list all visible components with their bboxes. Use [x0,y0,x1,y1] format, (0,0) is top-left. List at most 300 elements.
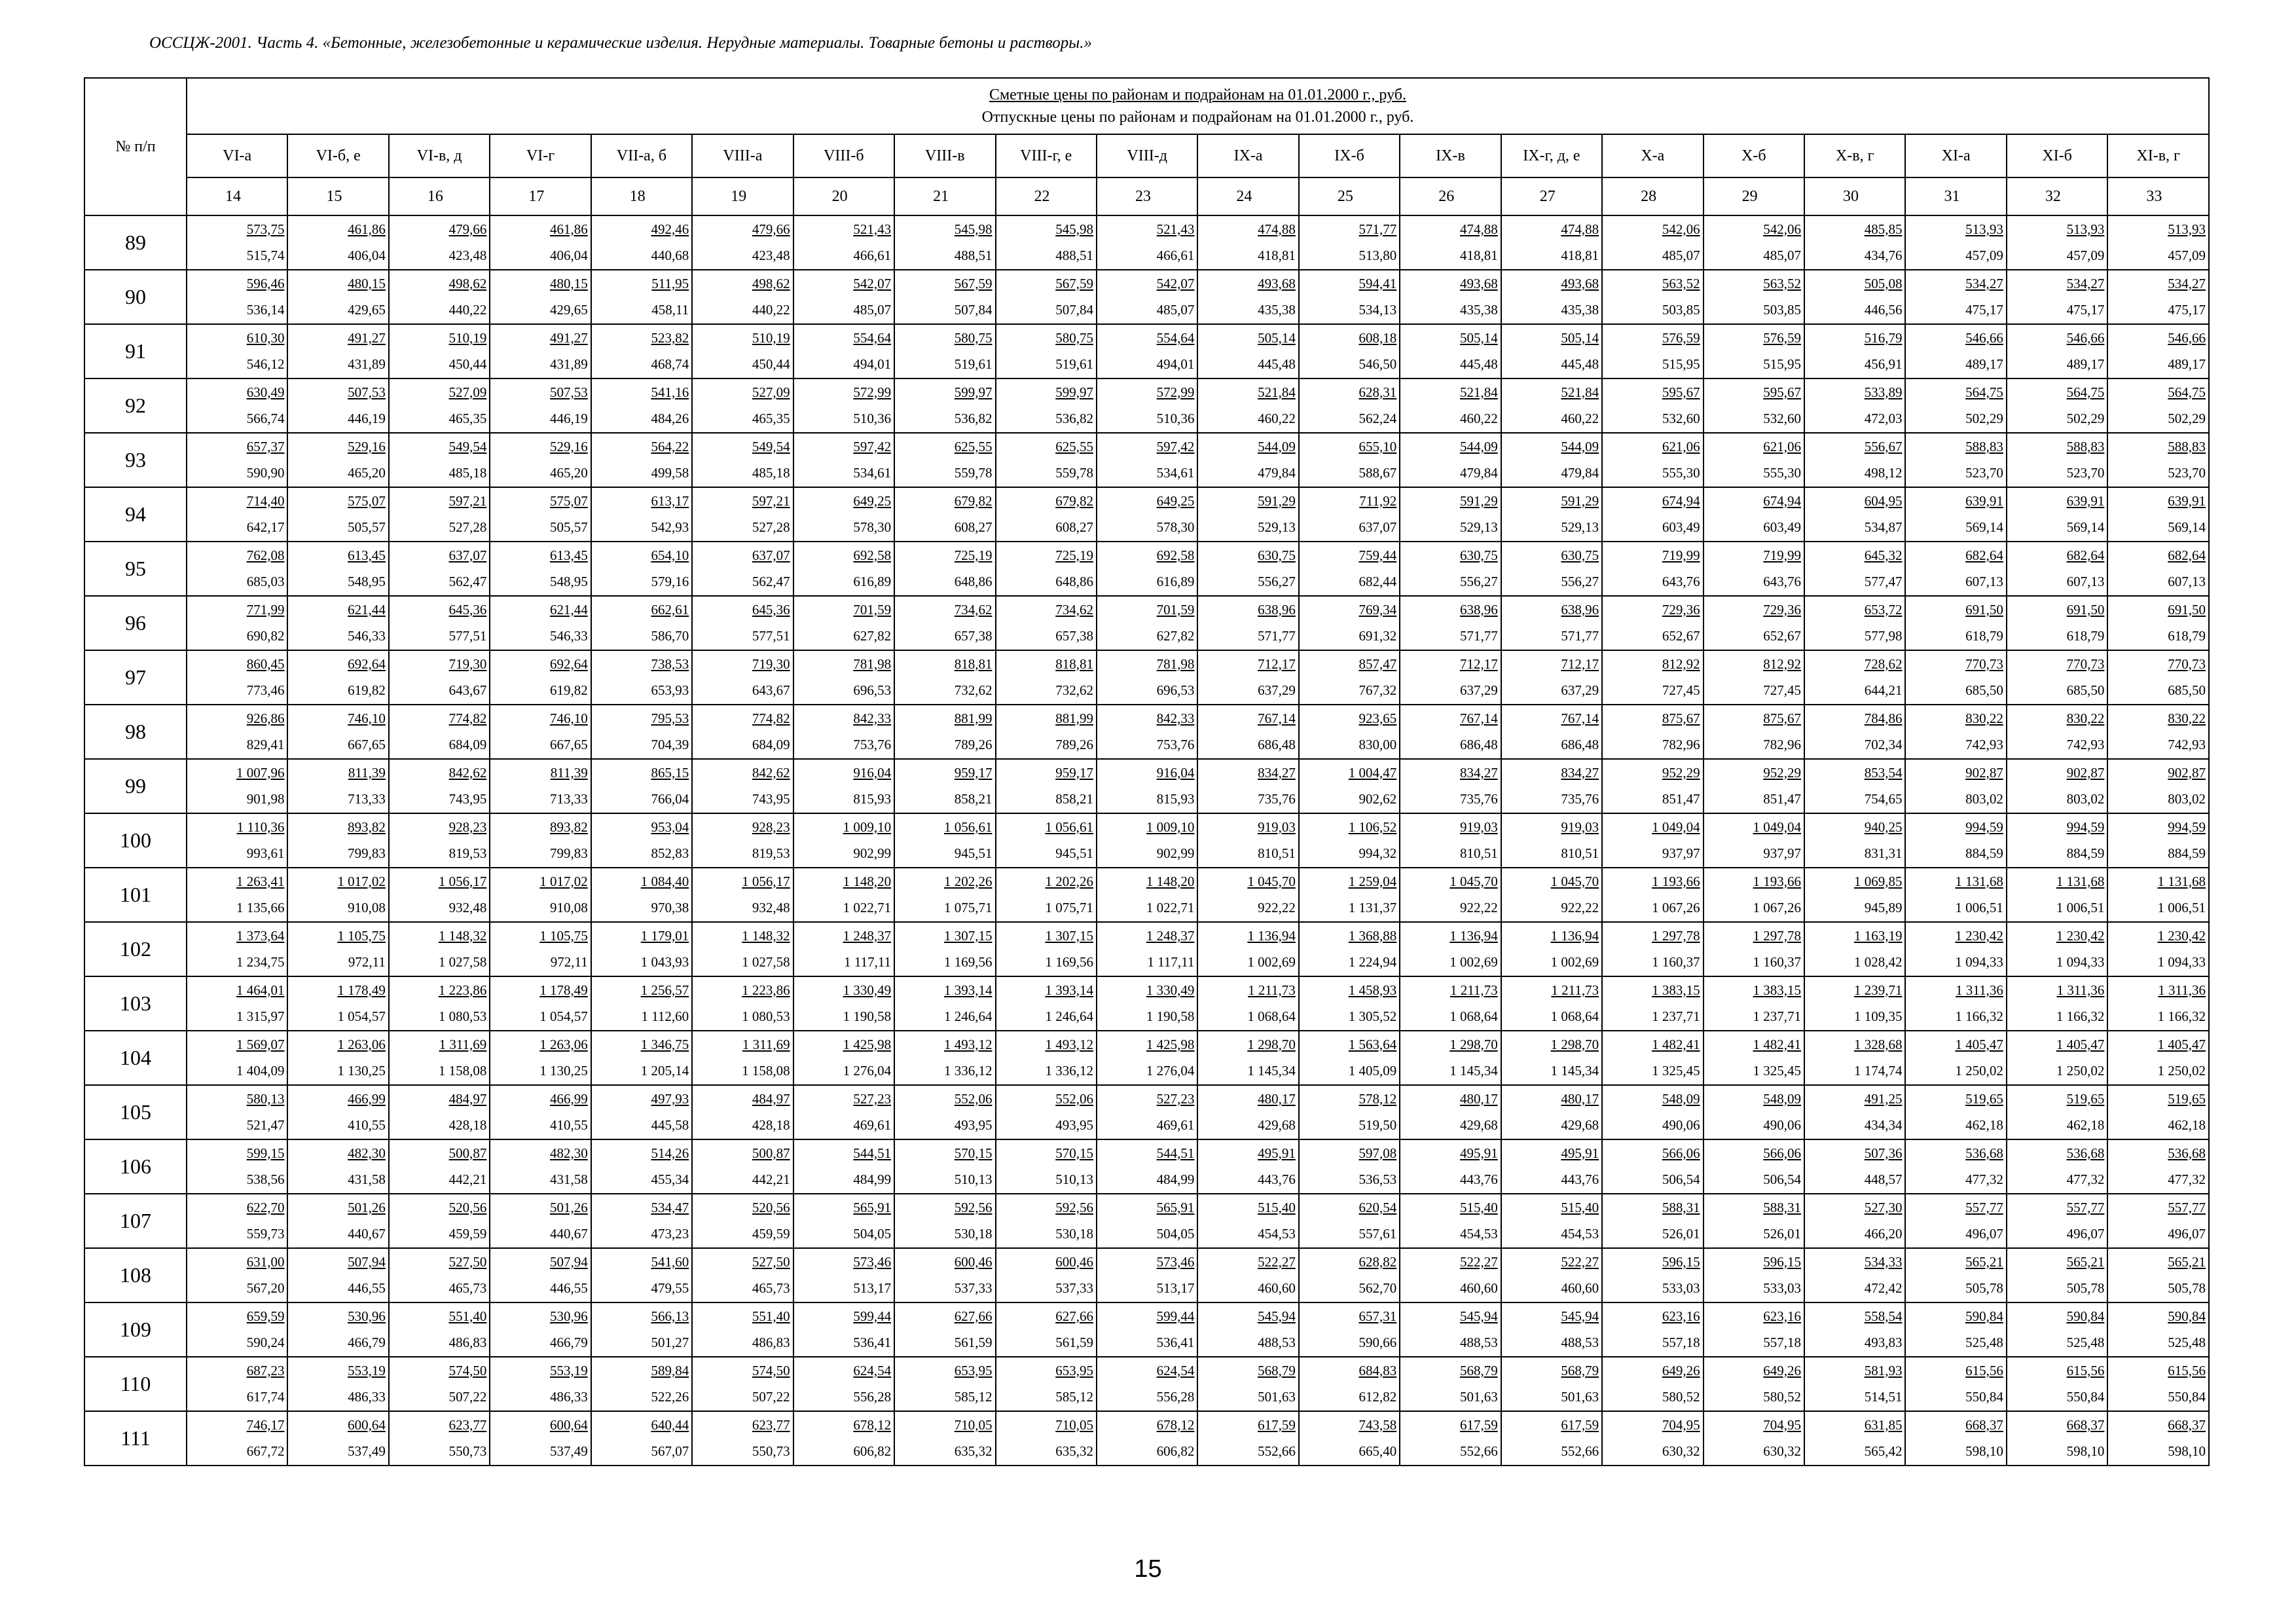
estimate-price: 554,64 [853,329,892,346]
estimate-price: 875,67 [1763,710,1801,726]
price-cell [1197,596,1298,650]
estimate-price: 1 298,70 [1449,1036,1498,1052]
estimate-price: 515,40 [1258,1199,1296,1215]
estimate-price: 653,95 [1055,1362,1093,1378]
column-number: 33 [2107,177,2209,215]
release-price: 1 002,69 [1449,953,1498,970]
release-price: 643,76 [1662,573,1700,589]
estimate-price: 759,44 [1358,547,1397,563]
price-cell [2007,759,2107,813]
price-cell [894,542,995,596]
estimate-price: 1 148,20 [843,873,892,889]
release-price: 782,96 [1662,736,1700,752]
estimate-price: 546,66 [1965,329,2003,346]
estimate-price: 534,27 [2168,275,2206,291]
price-cell [692,922,793,976]
estimate-price: 1 493,12 [1045,1036,1093,1052]
release-price: 1 117,11 [844,953,892,970]
estimate-price: 691,50 [2168,601,2206,618]
release-price: 1 404,09 [236,1062,285,1079]
estimate-price: 536,68 [1965,1145,2003,1161]
estimate-price: 1 069,85 [1853,873,1903,889]
estimate-price: 712,17 [1561,655,1599,672]
price-cell [1804,270,1905,324]
release-price: 618,79 [2066,627,2105,644]
release-price: 852,83 [651,845,689,861]
release-price: 550,73 [448,1443,487,1459]
price-cell [692,1085,793,1139]
release-price: 1 166,32 [1955,1008,2003,1024]
price-cell [1097,650,1197,705]
release-price: 529,13 [1459,519,1498,535]
release-price: 1 160,37 [1753,953,1801,970]
estimate-price: 649,25 [1156,492,1195,509]
price-cell [389,1357,490,1411]
release-price: 1 237,71 [1652,1008,1700,1024]
price-cell [692,759,793,813]
release-price: 1 080,53 [438,1008,487,1024]
release-price: 460,60 [1561,1280,1599,1296]
estimate-price: 480,17 [1258,1090,1296,1107]
estimate-price: 542,07 [1156,275,1195,291]
estimate-price: 1 056,17 [438,873,487,889]
table-row [84,759,2209,813]
estimate-price: 565,91 [853,1199,892,1215]
estimate-price: 902,87 [2168,764,2206,781]
release-price: 815,93 [1156,790,1195,807]
price-cell [287,1411,388,1466]
release-price: 454,53 [1459,1225,1498,1242]
price-cell [591,1194,692,1248]
price-cell [1197,650,1298,705]
estimate-price: 590,84 [1965,1308,2003,1324]
estimate-price: 500,87 [752,1145,790,1161]
price-cell [1905,1194,2006,1248]
release-price: 598,10 [1965,1443,2003,1459]
price-cell [1400,1139,1501,1194]
price-cell [2107,1302,2209,1357]
column-number: 17 [490,177,591,215]
release-price: 406,04 [348,247,386,263]
estimate-price: 645,36 [448,601,487,618]
estimate-price: 613,45 [348,547,386,563]
release-price: 1 054,57 [337,1008,386,1024]
estimate-price: 492,46 [651,221,689,237]
price-cell [1905,324,2006,378]
release-price: 1 145,34 [1449,1062,1498,1079]
estimate-price: 1 298,70 [1550,1036,1599,1052]
price-cell [1400,596,1501,650]
release-price: 667,65 [348,736,386,752]
price-cell [1097,1411,1197,1466]
release-price: 525,48 [2168,1334,2206,1350]
price-cell [793,1194,894,1248]
estimate-price: 480,17 [1561,1090,1599,1107]
price-cell [490,1031,591,1085]
estimate-price: 638,96 [1459,601,1498,618]
estimate-price: 620,54 [1358,1199,1397,1215]
release-price: 742,93 [2168,736,2206,752]
row-number: 93 [84,433,187,487]
release-price: 510,13 [954,1171,993,1187]
price-cell [793,1085,894,1139]
release-price: 435,38 [1258,301,1296,318]
price-cell [1400,1411,1501,1466]
price-cell [2107,487,2209,542]
release-price: 945,89 [1864,899,1903,915]
release-price: 505,78 [2168,1280,2206,1296]
release-price: 534,87 [1864,519,1903,535]
estimate-price: 692,64 [550,655,588,672]
row-number: 108 [84,1248,187,1302]
release-price: 431,89 [550,356,588,372]
estimate-price: 485,85 [1864,221,1903,237]
release-price: 603,49 [1763,519,1801,535]
row-number: 105 [84,1085,187,1139]
release-price: 932,48 [448,899,487,915]
row-number: 99 [84,759,187,813]
estimate-price: 552,06 [954,1090,993,1107]
release-price: 559,73 [246,1225,285,1242]
price-cell [793,1139,894,1194]
release-price: 684,09 [448,736,487,752]
release-price: 1 075,71 [944,899,993,915]
price-cell [793,1248,894,1302]
price-cell [894,433,995,487]
price-cell [490,1411,591,1466]
release-price: 550,84 [1965,1388,2003,1405]
price-cell [1197,1139,1298,1194]
price-cell [1400,433,1501,487]
release-price: 477,32 [2168,1171,2206,1187]
estimate-price: 654,10 [651,547,689,563]
estimate-price: 484,97 [448,1090,487,1107]
price-cell [1905,813,2006,868]
release-price: 462,18 [1965,1116,2003,1133]
price-cell [692,1031,793,1085]
price-cell [187,378,287,433]
release-price: 479,84 [1258,464,1296,481]
release-price: 519,50 [1358,1116,1397,1133]
price-cell [1905,759,2006,813]
estimate-price: 893,82 [550,819,588,835]
release-price: 1 080,53 [742,1008,790,1024]
price-cell [692,976,793,1031]
estimate-price: 653,72 [1864,601,1903,618]
release-price: 506,54 [1662,1171,1700,1187]
price-cell [591,868,692,922]
price-cell [591,1248,692,1302]
estimate-price: 710,05 [1055,1416,1093,1433]
release-price: 616,89 [853,573,892,589]
release-price: 501,63 [1459,1388,1498,1405]
price-cell [1097,976,1197,1031]
estimate-price: 461,86 [348,221,386,237]
price-cell [1299,1194,1400,1248]
release-price: 945,51 [1055,845,1093,861]
price-cell [1299,324,1400,378]
price-cell [187,1411,287,1466]
estimate-price: 622,70 [246,1199,285,1215]
release-price: 1 250,02 [2157,1062,2206,1079]
estimate-price: 684,83 [1358,1362,1397,1378]
release-price: 643,67 [448,682,487,698]
price-cell [894,1357,995,1411]
release-price: 922,22 [1561,899,1599,915]
estimate-price: 510,19 [752,329,790,346]
estimate-price: 621,06 [1662,438,1700,454]
price-cell [1602,922,1703,976]
estimate-price: 657,31 [1358,1308,1397,1324]
release-price: 937,97 [1662,845,1700,861]
estimate-price: 608,18 [1358,329,1397,346]
table-row [84,433,2209,487]
price-cell [1400,1302,1501,1357]
release-price: 466,61 [853,247,892,263]
table-row [84,1031,2209,1085]
column-number: 28 [1602,177,1703,215]
estimate-price: 574,50 [448,1362,487,1378]
estimate-price: 480,17 [1459,1090,1498,1107]
estimate-price: 599,44 [853,1308,892,1324]
estimate-price: 624,54 [853,1362,892,1378]
release-price: 552,66 [1561,1443,1599,1459]
price-cell [2107,542,2209,596]
price-cell [287,542,388,596]
release-price: 490,06 [1763,1116,1801,1133]
release-price: 691,32 [1358,627,1397,644]
price-cell [490,868,591,922]
release-price: 789,26 [1055,736,1093,752]
price-cell [1097,1031,1197,1085]
release-price: 479,84 [1561,464,1599,481]
estimate-price: 625,55 [954,438,993,454]
release-price: 754,65 [1864,790,1903,807]
release-price: 580,52 [1662,1388,1700,1405]
estimate-price: 580,13 [246,1090,285,1107]
release-price: 552,66 [1459,1443,1498,1459]
estimate-price: 627,66 [1055,1308,1093,1324]
price-cell [1704,542,1804,596]
price-cell [1299,215,1400,270]
price-cell [2007,596,2107,650]
price-cell [1501,542,1602,596]
price-cell [1602,270,1703,324]
estimate-price: 519,65 [1965,1090,2003,1107]
table-row [84,1248,2209,1302]
estimate-price: 542,06 [1662,221,1700,237]
price-cell [1400,324,1501,378]
price-cell [1299,1411,1400,1466]
release-price: 685,50 [1965,682,2003,698]
estimate-price: 1 330,49 [1146,982,1195,998]
estimate-price: 1 045,70 [1247,873,1296,889]
price-cell [287,433,388,487]
release-price: 1 109,35 [1853,1008,1903,1024]
release-price: 485,07 [853,301,892,318]
estimate-price: 522,27 [1561,1253,1599,1270]
price-cell [287,759,388,813]
release-price: 537,33 [954,1280,993,1296]
price-cell [1704,1085,1804,1139]
release-price: 644,21 [1864,682,1903,698]
release-price: 652,67 [1763,627,1801,644]
release-price: 488,53 [1561,1334,1599,1350]
price-cell [1197,324,1298,378]
estimate-price: 498,62 [448,275,487,291]
price-cell [793,215,894,270]
price-cell [1804,487,1905,542]
estimate-price: 597,42 [853,438,892,454]
release-price: 434,34 [1864,1116,1903,1133]
release-price: 445,48 [1459,356,1498,372]
estimate-price: 576,59 [1763,329,1801,346]
table-row [84,215,2209,270]
release-price: 598,10 [2066,1443,2105,1459]
estimate-price: 704,95 [1662,1416,1700,1433]
estimate-price: 865,15 [651,764,689,781]
release-price: 1 224,94 [1348,953,1397,970]
price-cell [1704,1031,1804,1085]
price-cell [1501,922,1602,976]
estimate-price: 639,91 [1965,492,2003,509]
estimate-price: 668,37 [2066,1416,2105,1433]
estimate-price: 725,19 [954,547,993,563]
price-cell [996,1194,1097,1248]
price-cell [1905,1302,2006,1357]
price-cell [389,976,490,1031]
release-price: 686,48 [1459,736,1498,752]
release-price: 1 246,64 [944,1008,993,1024]
price-cell [996,1139,1097,1194]
release-price: 901,98 [246,790,285,807]
region-header: VIII-г, е [996,134,1097,177]
release-price: 569,14 [2066,519,2105,535]
release-price: 1 237,71 [1753,1008,1801,1024]
price-cell [1197,1194,1298,1248]
estimate-price: 522,27 [1459,1253,1498,1270]
row-number: 102 [84,922,187,976]
release-price: 530,18 [1055,1225,1093,1242]
estimate-price: 600,64 [550,1416,588,1433]
release-price: 513,17 [853,1280,892,1296]
price-cell [1804,1031,1905,1085]
release-price: 851,47 [1662,790,1700,807]
price-cell [1905,868,2006,922]
release-price: 532,60 [1662,410,1700,426]
estimate-price: 1 482,41 [1753,1036,1801,1052]
release-price: 523,70 [1965,464,2003,481]
estimate-price: 1 311,69 [742,1036,790,1052]
release-price: 460,22 [1258,410,1296,426]
estimate-price: 893,82 [348,819,386,835]
price-cell [1602,759,1703,813]
estimate-price: 712,17 [1459,655,1498,672]
release-price: 569,14 [1965,519,2003,535]
release-price: 521,47 [246,1116,285,1133]
release-price: 562,24 [1358,410,1397,426]
price-cell [793,705,894,759]
estimate-price: 668,37 [2168,1416,2206,1433]
estimate-price: 546,66 [2066,329,2105,346]
row-number: 91 [84,324,187,378]
price-cell [1197,433,1298,487]
table-row [84,487,2209,542]
release-price: 773,46 [246,682,285,698]
release-price: 713,33 [550,790,588,807]
estimate-price: 1 405,47 [2056,1036,2105,1052]
table-row [84,1139,2209,1194]
price-cell [894,596,995,650]
price-cell [1905,1357,2006,1411]
release-price: 910,08 [550,899,588,915]
estimate-price: 1 056,17 [742,873,790,889]
release-price: 1 190,58 [843,1008,892,1024]
price-cell [1704,378,1804,433]
table-row [84,1085,2209,1139]
release-price: 496,07 [2168,1225,2206,1242]
release-price: 443,76 [1561,1171,1599,1187]
price-cell [2007,922,2107,976]
estimate-price: 568,79 [1459,1362,1498,1378]
estimate-price: 515,40 [1561,1199,1599,1215]
price-cell [389,378,490,433]
release-price: 496,07 [1965,1225,2003,1242]
estimate-price: 734,62 [954,601,993,618]
release-price: 635,32 [954,1443,993,1459]
price-cell [287,922,388,976]
estimate-price: 533,89 [1864,384,1903,400]
price-cell [996,270,1097,324]
estimate-price: 474,88 [1258,221,1296,237]
price-cell [1704,705,1804,759]
estimate-price: 630,49 [246,384,285,400]
release-price: 667,72 [246,1443,285,1459]
estimate-price: 1 393,14 [944,982,993,998]
price-cell [1197,1411,1298,1466]
estimate-price: 554,64 [1156,329,1195,346]
estimate-price: 495,91 [1459,1145,1498,1161]
price-cell [1704,1194,1804,1248]
price-cell [389,270,490,324]
region-header: IX-б [1299,134,1400,177]
release-price: 442,21 [448,1171,487,1187]
estimate-price: 1 017,02 [539,873,588,889]
release-price: 536,82 [1055,410,1093,426]
estimate-price: 682,64 [2066,547,2105,563]
price-cell [996,650,1097,705]
estimate-price: 500,87 [448,1145,487,1161]
price-cell [1602,1085,1703,1139]
estimate-price: 1 373,64 [236,927,285,944]
price-cell [692,650,793,705]
release-price: 486,83 [752,1334,790,1350]
estimate-price: 574,50 [752,1362,790,1378]
release-price: 546,50 [1358,356,1397,372]
row-number: 97 [84,650,187,705]
estimate-price: 615,56 [1965,1362,2003,1378]
price-cell [1097,596,1197,650]
page-number: 15 [1134,1555,1162,1583]
release-price: 465,20 [550,464,588,481]
release-price: 537,33 [1055,1280,1093,1296]
price-cell [2007,868,2107,922]
estimate-price: 498,62 [752,275,790,291]
price-cell [1602,215,1703,270]
estimate-price: 521,84 [1258,384,1296,400]
estimate-price: 600,46 [1055,1253,1093,1270]
region-header: X-б [1704,134,1804,177]
